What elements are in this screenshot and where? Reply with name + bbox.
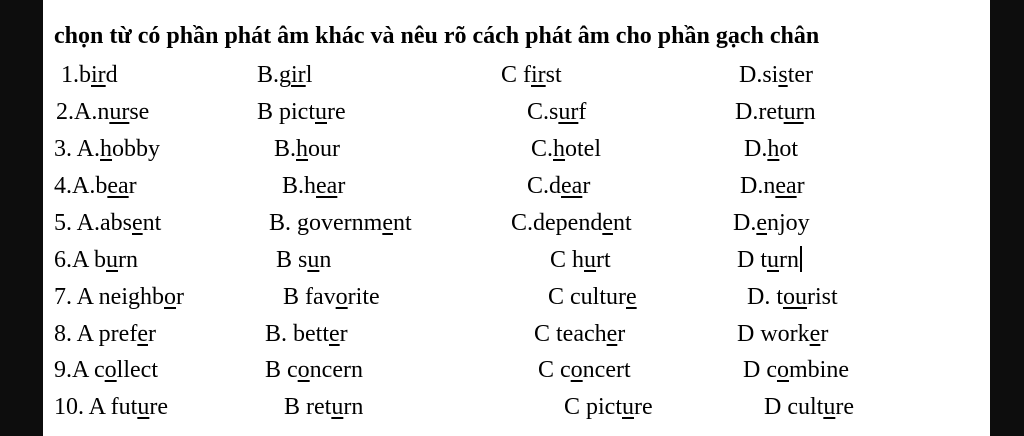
option-text: 4.A.b	[54, 173, 108, 199]
option-text: rite	[347, 284, 380, 310]
underlined-part: u	[307, 247, 320, 273]
option-text: 6.A b	[54, 247, 107, 273]
answer-option	[274, 134, 340, 164]
underlined-part: e	[132, 210, 143, 236]
answer-option	[527, 171, 590, 201]
option-text: r	[582, 173, 591, 199]
underlined-part: u	[767, 247, 779, 273]
option-text: D. t	[747, 284, 783, 310]
answer-option	[54, 208, 161, 238]
question-row	[43, 208, 990, 238]
underlined-part: ur	[783, 99, 804, 125]
option-text: ncert	[582, 357, 631, 383]
option-text: B. bett	[265, 321, 329, 347]
question-row	[43, 171, 990, 201]
answer-option	[743, 355, 849, 385]
underlined-part: o	[297, 357, 310, 383]
option-text: f	[578, 99, 587, 125]
underlined-part: e	[756, 210, 767, 236]
answer-option	[265, 319, 348, 349]
option-text: D cult	[764, 394, 824, 420]
question-row	[43, 60, 990, 90]
answer-option	[54, 171, 137, 201]
option-text: B.h	[282, 173, 317, 199]
option-text: otel	[565, 136, 602, 162]
option-text: r	[337, 173, 346, 199]
option-text: l	[305, 62, 313, 88]
option-text: B.	[274, 136, 297, 162]
underlined-part: h	[100, 136, 113, 162]
option-text: njoy	[767, 210, 810, 236]
answer-option	[733, 208, 810, 238]
option-text: re	[634, 394, 653, 420]
underlined-part: e	[606, 321, 618, 347]
underlined-part: u	[584, 247, 597, 273]
option-text: rn	[118, 247, 139, 273]
question-row	[43, 392, 990, 422]
question-row	[43, 245, 990, 275]
option-text: d	[105, 62, 118, 88]
option-text: nt	[142, 210, 162, 236]
answer-option	[501, 60, 562, 90]
option-text: B.g	[257, 62, 292, 88]
answer-option	[737, 319, 828, 349]
underlined-part: u	[622, 394, 634, 420]
underlined-part: ea	[775, 173, 797, 199]
option-text: r	[128, 173, 137, 199]
underlined-part: e	[382, 210, 393, 236]
option-text: obby	[112, 136, 161, 162]
answer-option	[56, 97, 149, 127]
answer-option	[54, 355, 158, 385]
underlined-part: u	[137, 394, 150, 420]
underlined-part: e	[626, 284, 637, 310]
answer-option	[531, 134, 601, 164]
answer-option	[269, 208, 412, 238]
underlined-part: u	[823, 394, 836, 420]
document-page	[43, 0, 990, 436]
option-text: C teach	[534, 321, 607, 347]
option-text: mbine	[788, 357, 849, 383]
underlined-part: e	[602, 210, 613, 236]
underlined-part: ir	[91, 62, 106, 88]
option-text: r	[617, 321, 626, 347]
answer-option	[550, 245, 611, 275]
option-text: rn	[343, 394, 364, 420]
answer-option	[282, 171, 345, 201]
underlined-part: h	[767, 136, 780, 162]
answer-option	[54, 319, 156, 349]
underlined-part: h	[553, 136, 566, 162]
answer-option	[61, 60, 118, 90]
option-text: D t	[737, 247, 767, 273]
option-text: D c	[743, 357, 777, 383]
answer-option	[257, 60, 312, 90]
option-text: n	[803, 99, 816, 125]
option-text: 1.b	[61, 62, 91, 88]
answer-option	[54, 392, 168, 422]
option-text: 7. A neighb	[54, 284, 165, 310]
underlined-part: o	[335, 284, 348, 310]
option-text: C f	[501, 62, 531, 88]
option-text: C h	[550, 247, 585, 273]
answer-option	[265, 355, 363, 385]
option-text: re	[327, 99, 346, 125]
underlined-part: ea	[561, 173, 583, 199]
answer-option	[511, 208, 632, 238]
option-text: r	[339, 321, 348, 347]
option-text: D.si	[739, 62, 779, 88]
option-text: 8. A pref	[54, 321, 138, 347]
answer-option	[764, 392, 854, 422]
option-text: B fav	[283, 284, 336, 310]
answer-option	[538, 355, 631, 385]
underlined-part: ea	[316, 173, 338, 199]
answer-option	[284, 392, 363, 422]
option-text: B. governm	[269, 210, 383, 236]
option-text: st	[545, 62, 562, 88]
option-text: B c	[265, 357, 298, 383]
underlined-part: o	[776, 357, 789, 383]
option-text: n	[319, 247, 332, 273]
underlined-part: e	[137, 321, 148, 347]
option-text: 5. A.abs	[54, 210, 132, 236]
option-text: llect	[116, 357, 158, 383]
underlined-part: o	[570, 357, 583, 383]
option-text: B ret	[284, 394, 332, 420]
answer-option	[737, 245, 802, 275]
answer-option	[564, 392, 653, 422]
underlined-part: s	[778, 62, 788, 88]
option-text: C pict	[564, 394, 622, 420]
option-text: C cultur	[548, 284, 626, 310]
option-text: nt	[392, 210, 412, 236]
underlined-part: o	[164, 284, 177, 310]
option-text: 3. A.	[54, 136, 101, 162]
option-text: re	[835, 394, 854, 420]
question-row	[43, 282, 990, 312]
option-text: C.	[531, 136, 554, 162]
option-text: B s	[276, 247, 308, 273]
underlined-part: ou	[783, 284, 807, 310]
answer-option	[276, 245, 331, 275]
option-text: B pict	[257, 99, 315, 125]
answer-option	[735, 97, 816, 127]
option-text: r	[147, 321, 156, 347]
option-text: 2.A.n	[56, 99, 110, 125]
underlined-part: e	[329, 321, 340, 347]
option-text: nt	[612, 210, 632, 236]
option-text: re	[149, 394, 168, 420]
option-text: D.	[744, 136, 768, 162]
option-text: ter	[787, 62, 813, 88]
option-text: C c	[538, 357, 571, 383]
underlined-part: e	[809, 321, 821, 347]
answer-option	[747, 282, 838, 312]
underlined-part: ea	[107, 173, 129, 199]
underlined-part: ur	[109, 99, 130, 125]
option-text: rn	[779, 247, 799, 273]
question-row	[43, 97, 990, 127]
underlined-part: ir	[531, 62, 546, 88]
option-text: r	[820, 321, 829, 347]
question-row	[43, 355, 990, 385]
answer-option	[548, 282, 637, 312]
option-text: D work	[737, 321, 810, 347]
option-text: ncern	[309, 357, 363, 383]
exercise-title: chọn từ có phần phát âm khác và nêu rõ cách phát âm cho phần gạch chân	[54, 23, 820, 49]
option-text: our	[308, 136, 341, 162]
option-text: D.n	[740, 173, 776, 199]
option-text: C.s	[527, 99, 559, 125]
answer-option	[740, 171, 805, 201]
underlined-part: o	[104, 357, 117, 383]
answer-option	[744, 134, 798, 164]
text-cursor	[800, 246, 802, 272]
answer-option	[54, 282, 184, 312]
option-text: 10. A fut	[54, 394, 138, 420]
option-text: ot	[779, 136, 799, 162]
underlined-part: ur	[558, 99, 579, 125]
answer-option	[283, 282, 380, 312]
option-text: r	[796, 173, 805, 199]
underlined-part: u	[315, 99, 327, 125]
underlined-part: u	[331, 394, 344, 420]
underlined-part: u	[106, 247, 119, 273]
underlined-part: ir	[291, 62, 306, 88]
answer-option	[54, 134, 160, 164]
option-text: D.	[733, 210, 757, 236]
option-text: C.depend	[511, 210, 603, 236]
question-row	[43, 319, 990, 349]
option-text: C.d	[527, 173, 562, 199]
option-text: 9.A c	[54, 357, 105, 383]
option-text: se	[129, 99, 150, 125]
answer-option	[739, 60, 813, 90]
option-text: rt	[596, 247, 611, 273]
option-text: rist	[807, 284, 838, 310]
answer-option	[534, 319, 625, 349]
option-text: r	[176, 284, 185, 310]
answer-option	[527, 97, 586, 127]
answer-option	[257, 97, 346, 127]
underlined-part: h	[296, 136, 309, 162]
question-row	[43, 134, 990, 164]
option-text: D.ret	[735, 99, 784, 125]
answer-option	[54, 245, 138, 275]
